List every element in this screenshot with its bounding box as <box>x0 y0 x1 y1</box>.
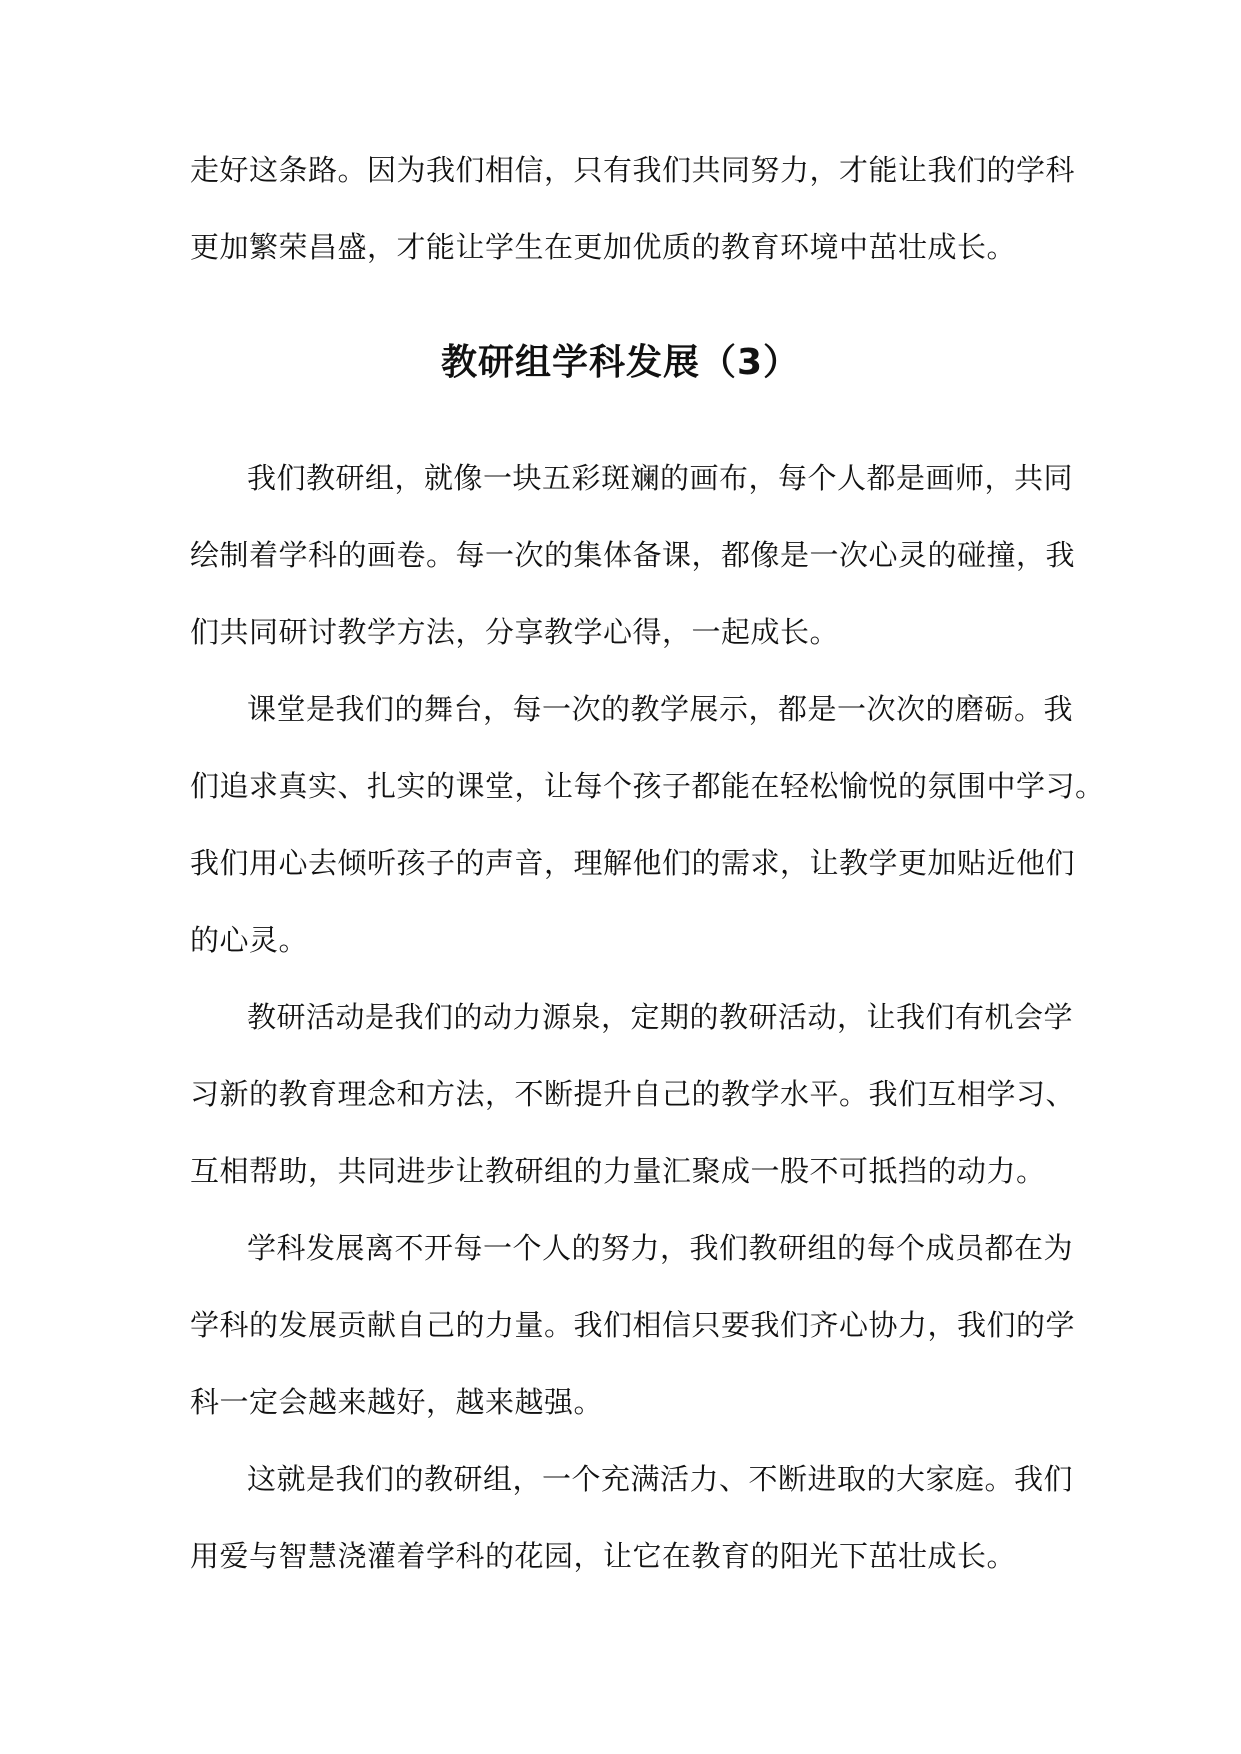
text-line: 习新的教育理念和方法，不断提升自己的教学水平。我们互相学习、 <box>190 1077 1076 1111</box>
text-line: 们共同研讨教学方法，分享教学心得，一起成长。 <box>190 615 840 649</box>
text-line: 绘制着学科的画卷。每一次的集体备课，都像是一次心灵的碰撞，我 <box>190 538 1076 572</box>
text-line: 的心灵。 <box>190 923 309 957</box>
text-line: 更加繁荣昌盛，才能让学生在更加优质的教育环境中茁壮成长。 <box>190 230 1017 264</box>
text-line: 用爱与智慧浇灌着学科的花园，让它在教育的阳光下茁壮成长。 <box>190 1539 1017 1573</box>
text-line: 我们教研组，就像一块五彩斑斓的画布，每个人都是画师，共同 <box>247 461 1074 495</box>
text-line: 学科的发展贡献自己的力量。我们相信只要我们齐心协力，我们的学 <box>190 1308 1076 1342</box>
text-line: 我们用心去倾听孩子的声音，理解他们的需求，让教学更加贴近他们 <box>190 846 1076 880</box>
text-line: 们追求真实、扎实的课堂，让每个孩子都能在轻松愉悦的氛围中学习。 <box>190 769 1105 803</box>
text-line: 学科发展离不开每一个人的努力，我们教研组的每个成员都在为 <box>247 1231 1074 1265</box>
section-title: 教研组学科发展（3） <box>440 342 801 383</box>
text-line: 科一定会越来越好，越来越强。 <box>190 1385 604 1419</box>
text-line: 走好这条路。因为我们相信，只有我们共同努力，才能让我们的学科 <box>190 153 1076 187</box>
text-line: 这就是我们的教研组，一个充满活力、不断进取的大家庭。我们 <box>247 1462 1074 1496</box>
text-line: 教研活动是我们的动力源泉，定期的教研活动，让我们有机会学 <box>247 1000 1074 1034</box>
text-line: 课堂是我们的舞台，每一次的教学展示，都是一次次的磨砺。我 <box>247 692 1074 726</box>
text-line: 互相帮助，共同进步让教研组的力量汇聚成一股不可抵挡的动力。 <box>190 1154 1046 1188</box>
